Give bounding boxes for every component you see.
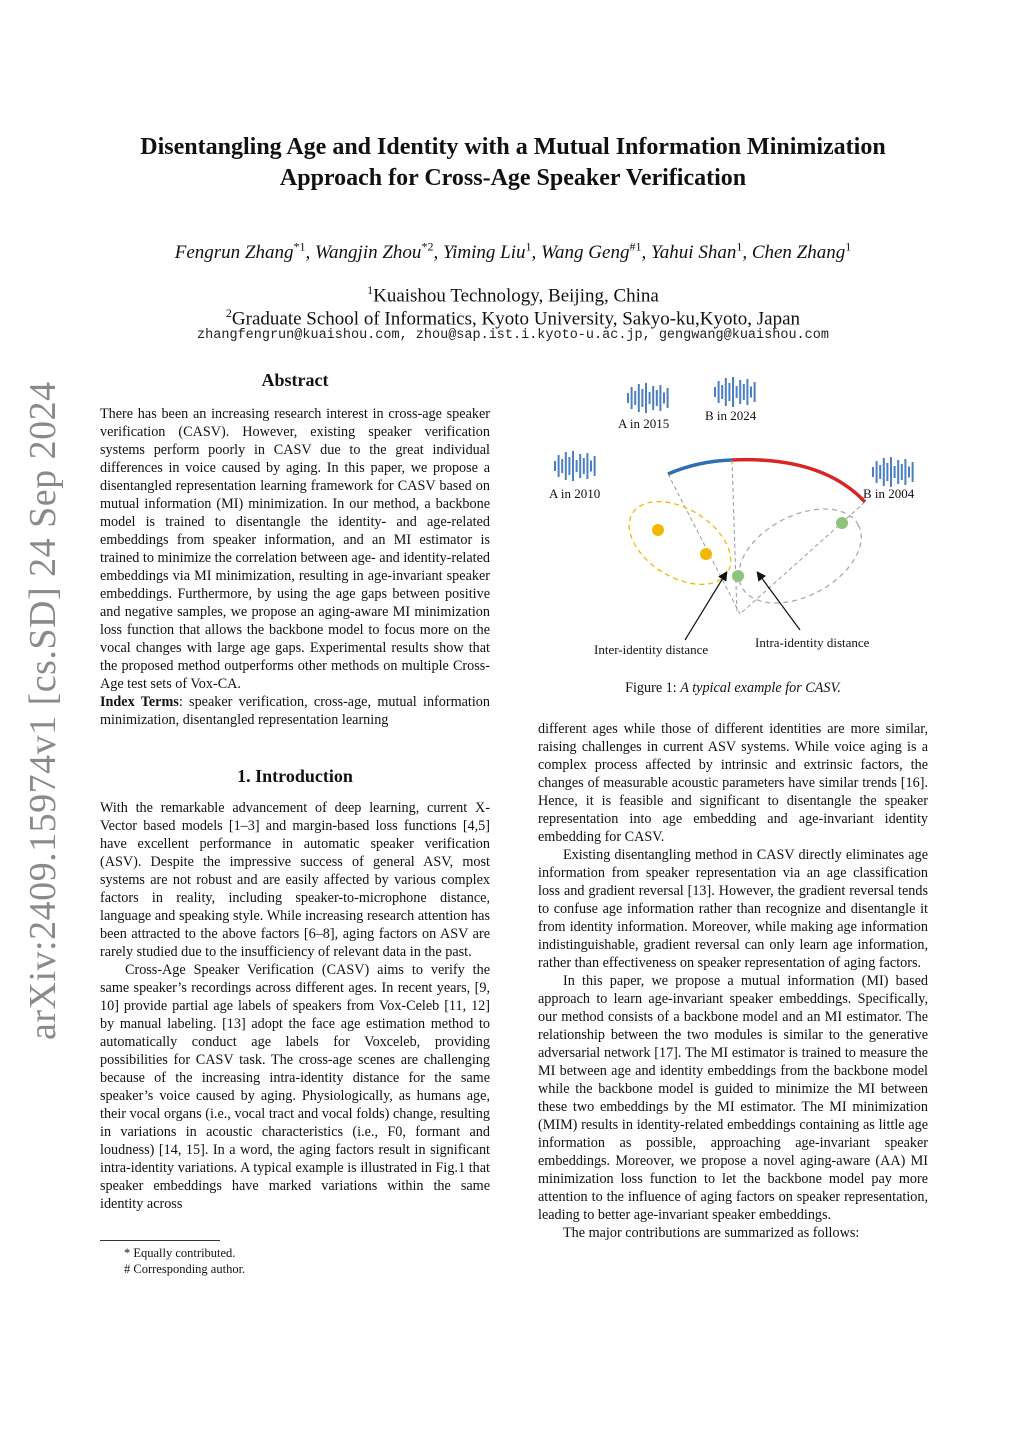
waveform-bar (554, 461, 556, 471)
waveform-bar (586, 453, 588, 479)
waveform-bar (739, 380, 741, 404)
waveform-bar (558, 455, 560, 477)
label-a2015: A in 2015 (618, 416, 670, 431)
waveform-bar (659, 385, 661, 411)
author-list (100, 234, 926, 266)
point-b2024 (732, 570, 744, 582)
ellipse-identity-a (614, 484, 745, 601)
waveform-bar (750, 387, 752, 398)
author: Yahui Shan$^1$, (650, 240, 752, 264)
waveform-bar (590, 461, 592, 472)
waveform-bar (579, 454, 581, 478)
waveform-bar (901, 464, 903, 480)
waveform-bar (736, 386, 738, 398)
waveform-bar (572, 451, 574, 481)
abstract-heading: Abstract (261, 370, 329, 390)
author: Yiming Liu$^1$, (442, 240, 541, 264)
waveform-bar (897, 460, 899, 484)
author: Fengrun Zhang$^{*1}$, (174, 240, 315, 264)
affiliation-2: $^2$Graduate School of Informatics, Kyoto University, Sakyo-ku,Kyoto, Japan (225, 306, 801, 330)
footnote-corresponding: # Corresponding author. (124, 1262, 246, 1276)
paper-title (100, 132, 926, 194)
index-terms: Index Terms: speaker verification, cross-age, mutual information minimization, disentangled representation learning (100, 694, 490, 728)
arc-red (732, 460, 865, 502)
point-a2015 (700, 548, 712, 560)
waveform-bar (652, 386, 654, 410)
waveform-bar (912, 462, 914, 482)
abstract-body (100, 405, 490, 729)
arrow-intra-identity (758, 573, 800, 630)
waveform-bar (725, 378, 727, 406)
label-b2004: B in 2004 (863, 486, 915, 501)
waveform-bar (568, 457, 570, 475)
waveform-icon-a2010 (554, 451, 596, 481)
waveform-bar (565, 452, 567, 480)
waveform-bar (721, 385, 723, 399)
arc-blue (668, 460, 732, 474)
waveform-icon-b2004 (872, 457, 914, 487)
right-paragraph-1: different ages while those of different identities are more similar, raising challenges in current ASV systems. While voice aging is a complex process affected by intrinsic and extrinsic factors, the changes of measurable acoustic parameters have similar trends [16]. Hence, it is feasible and significant to disentangle the speaker representation into age embedding and age-invariant identity embedding for CASV. (538, 721, 928, 845)
waveform-bar (649, 392, 651, 404)
waveform-bar (576, 460, 578, 472)
waveform-bar (728, 383, 730, 401)
waveform-bar (886, 463, 888, 481)
waveform-bar (876, 461, 878, 483)
waveform-bar (594, 456, 596, 476)
waveform-bar (583, 458, 585, 474)
label-a2010: A in 2010 (549, 486, 601, 501)
point-a2010 (652, 524, 664, 536)
right-column-body (538, 720, 928, 1242)
waveform-bar (638, 384, 640, 412)
footnote-rule (100, 1240, 220, 1241)
waveform-bar (645, 383, 647, 413)
waveform-bar (743, 384, 745, 400)
ellipse-identity-b (723, 490, 877, 623)
author: Wangjin Zhou$^{*2}$, (314, 240, 443, 264)
waveform-bar (631, 387, 633, 409)
author: Wang Geng$^{\#1}$, (540, 240, 651, 264)
author: Chen Zhang$^1$ (751, 240, 852, 264)
waveform-bar (746, 379, 748, 405)
footnotes (124, 1245, 245, 1277)
waveform-bar (718, 381, 720, 403)
waveform-bar (667, 388, 669, 408)
footnote-equal: * Equally contributed. (124, 1246, 236, 1260)
waveform-bar (904, 459, 906, 485)
waveform-bar (634, 391, 636, 405)
intro-paragraph-1: With the remarkable advancement of deep learning, current X-Vector based models [1–3] and margin-based loss functions [4,5] have excellent performance in automatic speaker verification (ASV). Despite the impressive success of general ASV, most systems are not robust and are easily affected by various complex factors in reality, including speaker-to-microphone distance, language and speaking style. While increasing research attention has been attracted to the above factors [6–8], aging factors on ASV are rarely studied due to the insufficiency of relevant data in the past. (100, 800, 490, 960)
waveform-bar (641, 389, 643, 407)
figure-1 (530, 368, 940, 678)
waveform-bar (908, 467, 910, 478)
title-line-2: Approach for Cross-Age Speaker Verification (279, 165, 747, 191)
waveform-bar (732, 377, 734, 407)
waveform-icon-a2015 (627, 383, 669, 413)
waveform-bar (663, 393, 665, 404)
label-b2024: B in 2024 (705, 408, 757, 423)
intro-heading: 1. Introduction (237, 766, 353, 786)
waveform-bar (894, 466, 896, 478)
arxiv-stamp: arXiv:2409.15974v1 [cs.SD] 24 Sep 2024 (22, 381, 64, 1040)
waveform-icon-b2024 (714, 377, 756, 407)
waveform-bar (656, 390, 658, 406)
waveform-bar (754, 382, 756, 402)
point-b2004 (836, 517, 848, 529)
figure-1-caption: Figure 1: A typical example for CASV. (625, 680, 841, 696)
waveform-bar (714, 387, 716, 397)
waveform-bar (890, 457, 892, 487)
waveform-bar (883, 458, 885, 486)
intro-paragraph-2: Cross-Age Speaker Verification (CASV) aims to verify the same speaker’s recordings across different ages. In recent years, [9, 10] provide partial age labels of speakers from Vox-Celeb [11, 12] by manual labeling. [13] adopt the face age estimation method to automatically conduct age labels for Voxceleb, providing possibilities for CASV task. The cross-age scenes are challenging because of the increasing intra-identity distance for the same speaker’s voice caused by aging. Physiologically, as humans age, their vocal organs (i.e., vocal tract and vocal folds) change, resulting in variations in acoustic characteristics (i.e., F0, formant and loudness) [14, 15]. In a word, the aging factors result in significant intra-identity variations. A typical example is illustrated in Fig.1 that speaker embeddings have marked variations within the same identity across (100, 962, 490, 1212)
author-emails: zhangfengrun@kuaishou.com, zhou@sap.ist.i.kyoto-u.ac.jp, gengwang@kuaishou.com (197, 328, 829, 343)
right-paragraph-2: Existing disentangling method in CASV directly eliminates age information from speaker representation via an age classification loss and gradient reversal [13]. However, the gradient reversal tends to confuse age information rather than recognize and disentangle it from identity information. Moreover, while making age information indistinguishable, gradient reversal can only learn age information, rather than effectiveness on speaker representation of aging factors. (538, 847, 928, 971)
waveform-bar (879, 465, 881, 479)
affiliation-1: $^1$Kuaishou Technology, Beijing, China (367, 283, 659, 307)
waveform-bar (561, 459, 563, 473)
intro-body (100, 799, 490, 1213)
title-line-1: Disentangling Age and Identity with a Mutual Information Minimization (140, 134, 886, 160)
label-inter-identity-distance: Inter-identity distance (594, 642, 709, 657)
right-paragraph-4: The major contributions are summarized as follows: (563, 1225, 860, 1241)
waveform-bar (872, 467, 874, 477)
waveform-bar (627, 393, 629, 403)
abstract-text: There has been an increasing research interest in cross-age speaker verification (CASV). However, existing speaker verification systems perform poorly in CASV due to the great individual differences in voice caused by aging. In this paper, we propose a disentangled representation learning framework for CASV based on mutual information (MI) minimization. In our method, a backbone model is trained to disentangle the identity- and age-related embeddings from speaker information, and an MI estimator is trained to minimize the correlation between age- and identity-related embeddings via MI minimization, resulting in age-invariant speaker embeddings. Furthermore, by using the age gaps between positive and negative samples, we propose an aging-aware MI minimization loss function that allows the backbone model to focus more on the vocal changes with large age gaps. Experimental results show that the proposed method outperforms other methods on multiple Cross-Age test sets of Vox-CA. (100, 406, 490, 692)
label-intra-identity-distance: Intra-identity distance (755, 635, 870, 650)
radial-lines (668, 460, 865, 614)
right-paragraph-3: In this paper, we propose a mutual information (MI) based approach to learn age-invariant speaker embeddings. Specifically, our method consists of a backbone model and an MI estimator. The relationship between the two modules is similar to the generative adversarial network [17]. The MI estimator is trained to measure the MI between age and identity embeddings from the backbone model while the backbone model is guided to minimize the MI between these two embeddings by the MI estimator. The MI minimization (MIM) results in identity-related embeddings containing as little age information as possible, approaching age-invariant speaker embeddings. Moreover, we propose a novel aging-aware (AA) MI minimization loss function to let the backbone model pay more attention to the influence of aging factors on speaker representation, leading to better age-invariant speaker embeddings. (538, 973, 928, 1223)
